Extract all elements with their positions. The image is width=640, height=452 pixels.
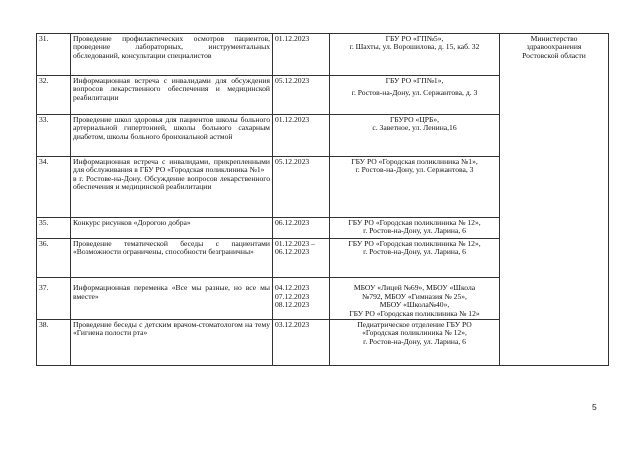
events-table <box>36 33 609 366</box>
event-date: 03.12.2023 <box>273 320 330 366</box>
event-place: МБОУ «Лицей №69», МБОУ «Школа №792, МБОУ «Гимназия № 25», МБОУ «Школа№40», ГБУ РО «Городская поликлиника № 12» <box>330 278 500 320</box>
event-name: Информационная встреча с инвалидами для обсуждения вопросов лекарственного обеспечения и медицинской реабилитации <box>71 76 273 115</box>
event-date: 01.12.2023 – 06.12.2023 <box>273 239 330 278</box>
event-place: ГБУ РО «ГП№5», г. Шахты, ул. Ворошилова, д. 15, каб. 32 <box>330 34 500 76</box>
event-place: ГБУ РО «ГП№1», г. Ростов-на-Дону, ул. Сержантова, д. 3 <box>330 76 500 115</box>
table-row <box>37 34 609 76</box>
event-name: Информационная встреча с инвалидами, прикрепленными для обслуживания в ГБУ РО «Городская поликлиника №1» в г. Ростове-на-Дону. Обсуждение вопросов лекарственного обеспечения и медицинской реабилитации <box>71 157 273 218</box>
events-table-body <box>37 34 609 366</box>
event-place: ГБУ РО «Городская поликлиника № 12», г. Ростов-на-Дону, ул. Ларина, 6 <box>330 218 500 239</box>
event-date: 01.12.2023 <box>273 115 330 157</box>
event-name: Проведение школ здоровья для пациентов школы больного артериальной гипертонией, школы больного сахарным диабетом, школы больного бронхиальной астмой <box>71 115 273 157</box>
event-place: ГБУ РО «Городская поликлиника № 12», г. Ростов-на-Дону, ул. Ларина, 6 <box>330 239 500 278</box>
event-place: Педиатрическое отделение ГБУ РО «Городская поликлиника № 12», г. Ростов-на-Дону, ул. Ларина, 6 <box>330 320 500 366</box>
event-date: 01.12.2023 <box>273 34 330 76</box>
event-date: 05.12.2023 <box>273 157 330 218</box>
event-name: Конкурс рисунков «Дорогою добра» <box>71 218 273 239</box>
row-number: 32. <box>37 76 71 115</box>
event-date: 05.12.2023 <box>273 76 330 115</box>
page-number: 5 <box>592 402 597 412</box>
row-number: 37. <box>37 278 71 320</box>
row-number: 35. <box>37 218 71 239</box>
event-name: Проведение беседы с детским врачом-стоматологом на тему «Гигиена полости рта» <box>71 320 273 366</box>
event-place: ГБУ РО «Городская поликлиника №1», г. Ростов-на-Дону, ул. Сержантова, 3 <box>330 157 500 218</box>
event-name: Информационная переменка «Все мы разные, но все мы вместе» <box>71 278 273 320</box>
row-number: 33. <box>37 115 71 157</box>
responsible-organization: Министерство здравоохранения Ростовской области <box>500 34 609 366</box>
event-date: 06.12.2023 <box>273 218 330 239</box>
row-number: 36. <box>37 239 71 278</box>
row-number: 38. <box>37 320 71 366</box>
event-name: Проведение профилактических осмотров пациентов, проведение лабораторных, инструментальных обследований, консультации специалистов <box>71 34 273 76</box>
row-number: 31. <box>37 34 71 76</box>
event-date: 04.12.2023 07.12.2023 08.12.2023 <box>273 278 330 320</box>
row-number: 34. <box>37 157 71 218</box>
event-place: ГБУРО «ЦРБ», с. Заветное, ул. Ленина,16 <box>330 115 500 157</box>
event-name: Проведение тематической беседы с пациентами «Возможности ограничены, способности безграничны» <box>71 239 273 278</box>
